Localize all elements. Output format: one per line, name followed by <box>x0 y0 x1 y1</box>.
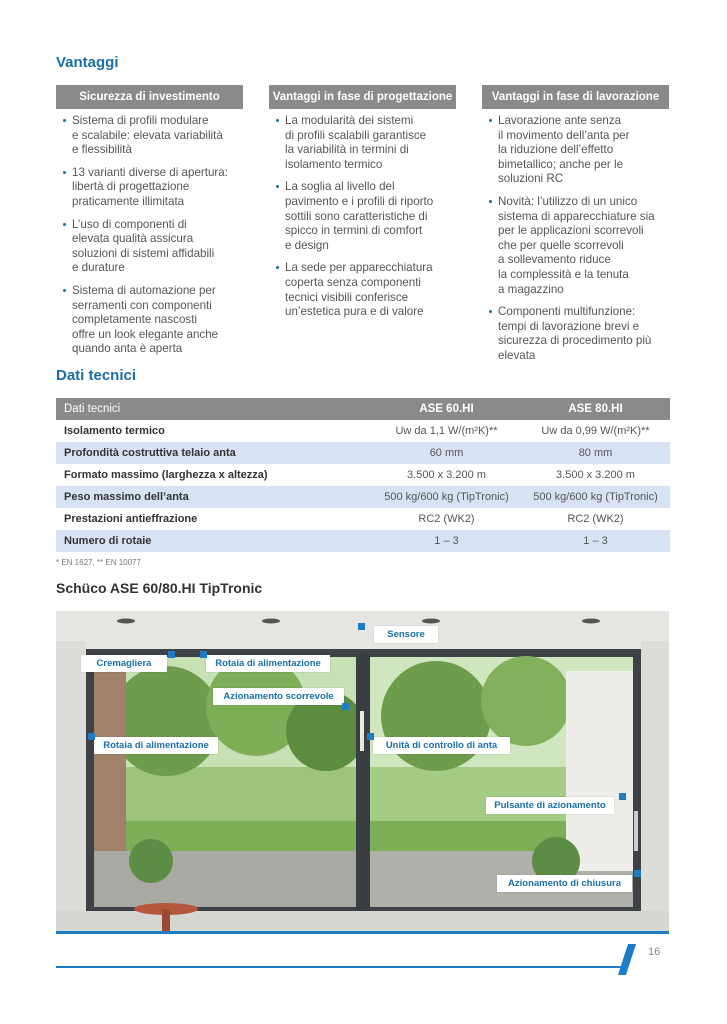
table-row <box>56 508 670 530</box>
callout-rotaia-left: Rotaia di alimentazione <box>94 737 218 754</box>
cell-ase80: 80 mm <box>578 447 613 459</box>
list-item: La soglia al livello del pavimento e i profili di riporto sottili sono caratteristiche di spicco in termini di comfort e design <box>269 180 453 253</box>
list-item: 13 varianti diverse di apertura: libertà di progettazione praticamente illimitata <box>56 166 240 210</box>
marker-rotaia-top <box>200 651 207 658</box>
list-item: Sistema di profili modulare e scalabile: elevata variabilità e flessibilità <box>56 114 240 158</box>
marker-sensore <box>358 623 365 630</box>
marker-rotaia-left <box>88 733 95 740</box>
table-row <box>56 420 670 442</box>
table-row <box>56 486 670 508</box>
footer-slash <box>618 944 636 975</box>
cell-ase60: 500 kg/600 kg (TipTronic) <box>384 491 509 503</box>
cell-ase60: Uw da 1,1 W/(m²K)** <box>395 425 498 437</box>
row-label: Prestazioni antieffrazione <box>64 513 198 525</box>
table-header-row <box>56 398 670 420</box>
callout-rotaia-top: Rotaia di alimentazione <box>206 655 330 672</box>
cell-ase80: 1 – 3 <box>583 535 608 547</box>
cell-ase80: RC2 (WK2) <box>567 513 624 525</box>
product-photo <box>56 611 669 931</box>
header-cell: ASE 60.HI <box>419 403 474 415</box>
cell-ase60: 60 mm <box>429 447 464 459</box>
lavorazione-list <box>482 114 666 372</box>
column-heading-progettazione: Vantaggi in fase di progettazione <box>269 85 456 109</box>
table-row <box>56 464 670 486</box>
cell-ase80: 500 kg/600 kg (TipTronic) <box>533 491 658 503</box>
marker-azionamento-scorrevole <box>342 703 349 710</box>
table-footnote: * EN 1627, ** EN 10077 <box>56 558 141 567</box>
cell-ase80: 3.500 x 3.200 m <box>556 469 635 481</box>
marker-unita-controllo <box>367 733 374 740</box>
cell-ase60: 3.500 x 3.200 m <box>407 469 486 481</box>
header-cell: Dati tecnici <box>64 403 121 415</box>
list-item: L’uso di componenti di elevata qualità assicura soluzioni di sistemi affidabili e durature <box>56 218 240 276</box>
photo-accent-bar <box>56 931 669 934</box>
list-item: La modularità dei sistemi di profili scalabili garantisce la variabilità in termini di isolamento termico <box>269 114 453 172</box>
column-heading-lavorazione: Vantaggi in fase di lavorazione <box>482 85 669 109</box>
row-label: Isolamento termico <box>64 425 165 437</box>
list-item: La sede per apparecchiatura coperta senza componenti tecnici visibili conferisce un’estetica pura e di valore <box>269 261 453 319</box>
callout-pulsante: Pulsante di azionamento <box>486 797 614 814</box>
callout-azionamento-chiusura: Azionamento di chiusura <box>497 875 632 892</box>
callout-sensore: Sensore <box>374 626 438 643</box>
vantaggi-heading: Vantaggi <box>56 54 119 71</box>
marker-pulsante <box>619 793 626 800</box>
page-number: 16 <box>648 946 661 958</box>
list-item: Novità: l’utilizzo di un unico sistema di apparecchiature sia per le applicazioni scorrevoli che per quelle scorrevoli a sollevamento riduce la complessità e la tenuta a magazzino <box>482 195 666 297</box>
table-row <box>56 530 670 552</box>
header-cell: ASE 80.HI <box>568 403 623 415</box>
callout-azionamento-scorrevole: Azionamento scorrevole <box>213 688 344 705</box>
list-item: Componenti multifunzione: tempi di lavorazione brevi e sicurezza di procedimento più elevata <box>482 305 666 363</box>
cell-ase60: 1 – 3 <box>434 535 459 547</box>
cell-ase60: RC2 (WK2) <box>418 513 475 525</box>
progettazione-list <box>269 114 453 328</box>
investimento-list <box>56 114 240 365</box>
column-heading-investimento: Sicurezza di investimento <box>56 85 243 109</box>
row-label: Formato massimo (larghezza x altezza) <box>64 469 268 481</box>
dati-tecnici-heading: Dati tecnici <box>56 367 137 384</box>
list-item: Sistema di automazione per serramenti con componenti completamente nascosti offre un look elegante anche quando anta è aperta <box>56 284 240 357</box>
list-item: Lavorazione ante senza il movimento dell’anta per la riduzione dell’effetto bimetallico; anche per le soluzioni RC <box>482 114 666 187</box>
marker-azionamento-chiusura <box>634 870 641 877</box>
row-label: Profondità costruttiva telaio anta <box>64 447 236 459</box>
tech-data-table <box>56 398 670 552</box>
marker-cremagliera <box>168 651 175 658</box>
photo-title: Schüco ASE 60/80.HI TipTronic <box>56 580 263 596</box>
callout-cremagliera: Cremagliera <box>81 655 167 672</box>
footer-line <box>56 966 621 968</box>
cell-ase80: Uw da 0,99 W/(m²K)** <box>541 425 650 437</box>
row-label: Numero di rotaie <box>64 535 152 547</box>
table-row <box>56 442 670 464</box>
row-label: Peso massimo dell’anta <box>64 491 189 503</box>
callout-unita-controllo: Unità di controllo di anta <box>373 737 510 754</box>
